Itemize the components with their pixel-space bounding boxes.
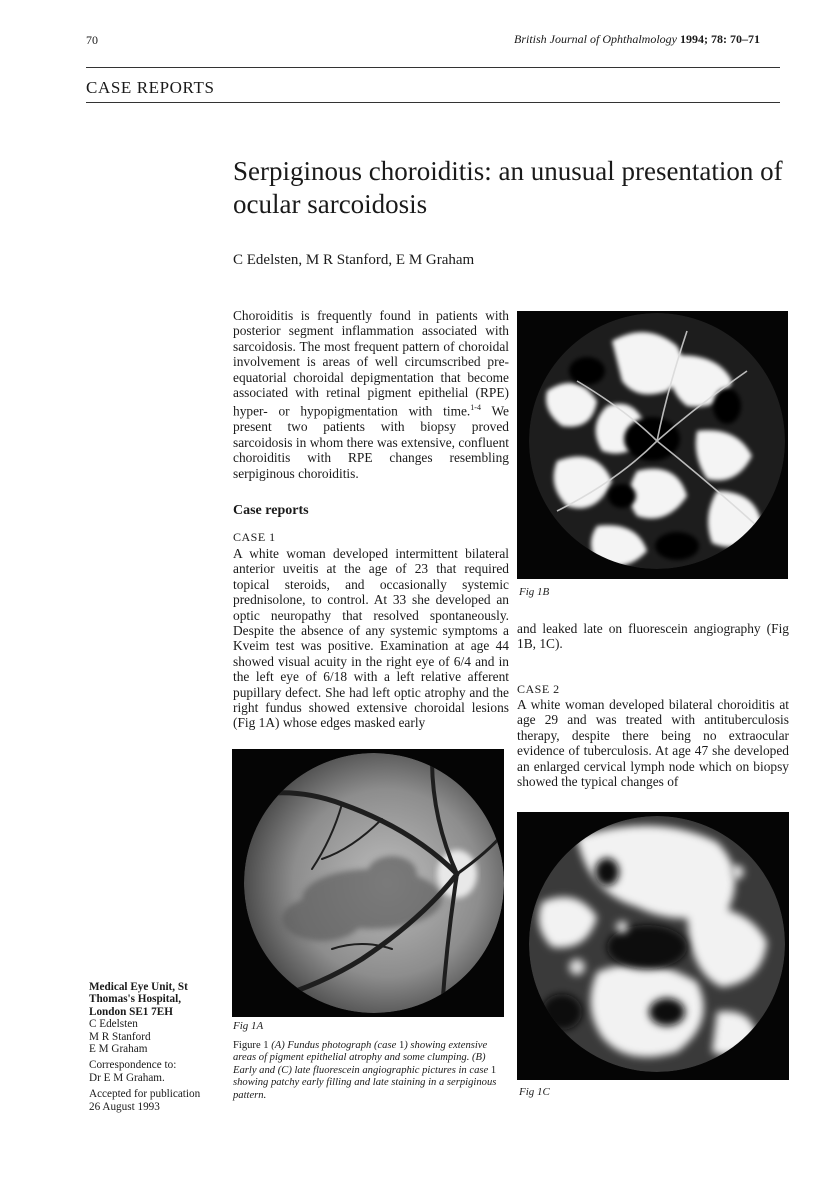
page-number: 70 [86, 33, 98, 47]
abstract-text-a: Choroiditis is frequently found in patients with posterior segment inflammation associated with sarcoidosis. The most frequent pattern of choroidal involvement is areas of well circumscribed pre-equatorial choroidal depigmentation that become associated with retinal pigment epithelial (RPE) hyper- or hypopigmentation with time. [233, 308, 509, 419]
journal-citation [514, 32, 760, 47]
case-2-text: A white woman developed bilateral choroiditis at age 29 and was treated with antituberculosis therapy, despite there being no extraocular evidence of tuberculosis. At age 47 she developed an enlarged cervical lymph node which on biopsy showed the typical changes of [517, 697, 789, 790]
figure-1c-angiogram [517, 812, 789, 1080]
caption-text-b: ) showing extensive areas of pigment epithelial atrophy and some clumping. (B) Early and (C) late fluorescein angiographic pictures in case [233, 1040, 491, 1076]
section-heading: CASE REPORTS [86, 78, 215, 97]
affiliation-institution-line-1: Medical Eye Unit, St [89, 981, 188, 993]
affiliation-author-2: M R Stanford [89, 1030, 151, 1043]
caption-lead: Figure 1 [233, 1040, 269, 1051]
journal-name: British Journal of Ophthalmology [514, 32, 677, 46]
affiliation-institution-line-3: London SE1 7EH [89, 1005, 173, 1018]
figure-1a-label: Fig 1A [233, 1020, 264, 1032]
figure-1b-label: Fig 1B [519, 586, 550, 598]
figure-1b-angiogram [517, 311, 788, 579]
section-rule [86, 102, 780, 103]
header-rule [86, 67, 780, 68]
abstract-reference: 1-4 [470, 403, 481, 413]
case-1-text: A white woman developed intermittent bilateral anterior uveitis at the age of 23 that required topical steroids, and occasionally systemic prednisolone, to control. At 33 she developed an optic neuropathy that resolved spontaneously. Despite the absence of any systemic symptoms a Kveim test was positive. Examination at age 44 showed visual acuity in the right eye of 6/4 and in the left eye of 6/18 with a left relative afferent pupillary defect. She had left optic atrophy and the right fundus showed extensive choroidal lesions (Fig 1A) whose edges masked early [233, 546, 509, 731]
affiliation-author-1: C Edelsten [89, 1018, 138, 1031]
figure-1a-fundus-photo [232, 749, 504, 1017]
case-1-label: CASE 1 [233, 530, 276, 544]
affiliation-institution-line-2: Thomas's Hospital, [89, 993, 182, 1006]
case-2-label: CASE 2 [517, 682, 560, 696]
figure-caption [233, 1040, 505, 1102]
accepted-label: Accepted for publication [89, 1088, 201, 1101]
volume-info: 1994; 78: 70–71 [680, 32, 760, 46]
correspondence-name: Dr E M Graham. [89, 1071, 165, 1084]
caption-case-number-2: 1 [490, 1064, 497, 1076]
abstract-paragraph [233, 308, 509, 481]
article-title: Serpiginous choroiditis: an unusual presentation of ocular sarcoidosis [233, 156, 783, 219]
figure-1c-label: Fig 1C [519, 1086, 550, 1098]
case-reports-heading: Case reports [233, 503, 309, 518]
article-authors: C Edelsten, M R Stanford, E M Graham [233, 252, 475, 268]
caption-case-number-1: 1 [398, 1040, 405, 1051]
caption-text-c: showing patchy early filling and late staining in a serpiginous pattern. [233, 1077, 497, 1101]
case-1-continuation: and leaked late on fluorescein angiography (Fig 1B, 1C). [517, 621, 789, 652]
affiliation-block [89, 981, 229, 1113]
accepted-date: 26 August 1993 [89, 1100, 160, 1113]
caption-text-a: (A) Fundus photograph (case [268, 1040, 399, 1051]
affiliation-author-3: E M Graham [89, 1043, 148, 1056]
abstract-text-b: We present two patients with biopsy proved sarcoidosis in whom there was extensive, confluent choroiditis with RPE changes resembling serpiginous choroiditis. [233, 403, 509, 481]
correspondence-label: Correspondence to: [89, 1059, 177, 1072]
